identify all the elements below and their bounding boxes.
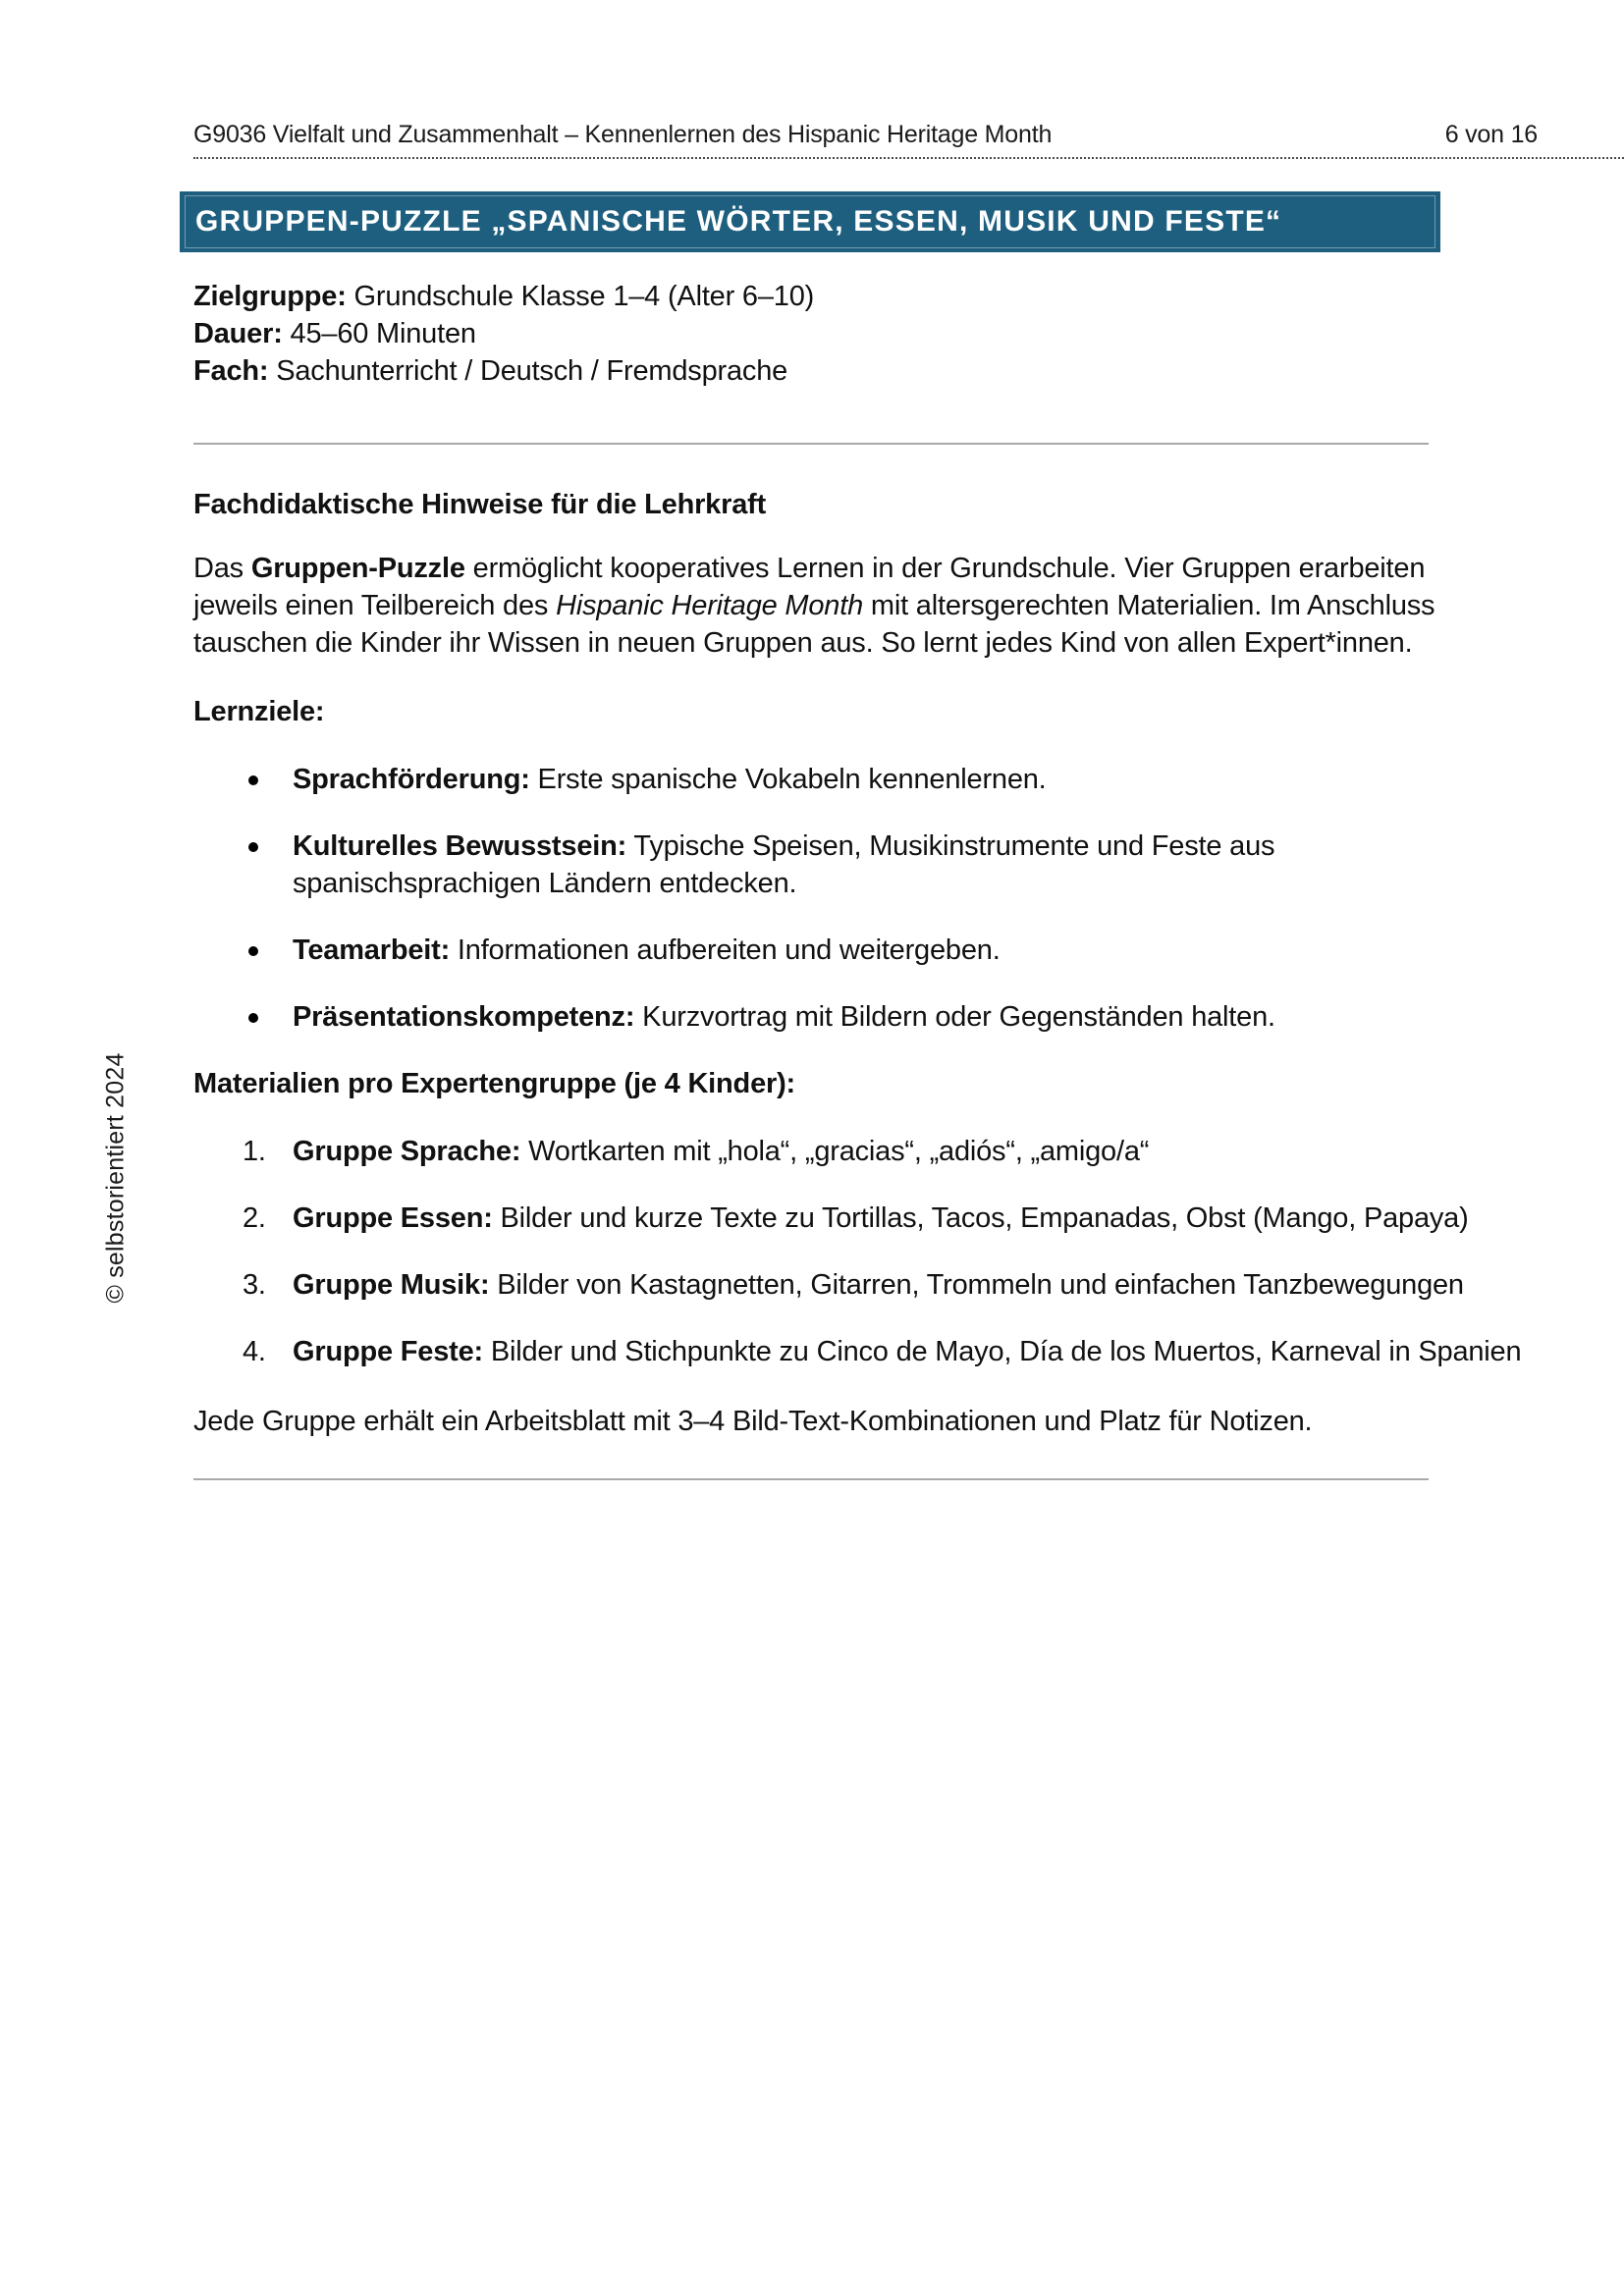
list-item-label: Gruppe Sprache: bbox=[293, 1136, 521, 1167]
text-segment-italic: Hispanic Heritage Month bbox=[556, 590, 864, 621]
list-number: 4. bbox=[243, 1336, 266, 1367]
heading-hinweise: Fachdidaktische Hinweise für die Lehrkraft bbox=[193, 489, 767, 520]
meta-label: Zielgruppe: bbox=[193, 281, 347, 312]
materialien-list bbox=[193, 1133, 1522, 1370]
bullet-icon bbox=[248, 946, 258, 956]
list-item-label: Gruppe Essen: bbox=[293, 1202, 493, 1234]
meta-row-fach bbox=[193, 352, 1440, 390]
list-item-label: Präsentationskompetenz: bbox=[293, 1001, 635, 1033]
heading-materialien: Materialien pro Expertengruppe (je 4 Kinder): bbox=[193, 1068, 795, 1099]
header-title: G9036 Vielfalt und Zusammenhalt – Kennenlernen des Hispanic Heritage Month bbox=[193, 121, 1053, 148]
document-title: GRUPPEN-PUZZLE „SPANISCHE WÖRTER, ESSEN, MUSIK UND FESTE“ bbox=[195, 205, 1282, 238]
list-item-text: Bilder und Stichpunkte zu Cinco de Mayo, Día de los Muertos, Karneval in Spanien bbox=[483, 1336, 1522, 1367]
meta-row-dauer bbox=[193, 315, 1440, 352]
text-segment: mit altersgerechten Materialien. Im Anschluss tauschen die Kinder ihr Wissen in neuen Gruppen aus. So lernt jedes Kind von allen Expert*innen. bbox=[193, 590, 1435, 659]
bullet-icon bbox=[248, 842, 258, 852]
closing-paragraph: Jede Gruppe erhält ein Arbeitsblatt mit 3–4 Bild-Text-Kombinationen und Platz für Notizen. bbox=[193, 1406, 1313, 1437]
list-item-text: Typische Speisen, Musikinstrumente und Feste aus spanischsprachigen Ländern entdecken. bbox=[293, 830, 1275, 899]
list-item-text: Kurzvortrag mit Bildern oder Gegenständen halten. bbox=[634, 1001, 1275, 1033]
list-item-text: Bilder von Kastagnetten, Gitarren, Trommeln und einfachen Tanzbewegungen bbox=[489, 1269, 1464, 1301]
bullet-icon bbox=[248, 775, 258, 785]
meta-value: Sachunterricht / Deutsch / Fremdsprache bbox=[268, 355, 788, 387]
section-divider-top bbox=[193, 443, 1429, 445]
list-number: 1. bbox=[243, 1136, 266, 1167]
meta-row-zielgruppe bbox=[193, 278, 1440, 315]
lernziele-list bbox=[193, 761, 1440, 1036]
text-segment-bold: Gruppen-Puzzle bbox=[250, 553, 465, 584]
list-item-text: Wortkarten mit „hola“, „gracias“, „adiós“, „amigo/a“ bbox=[520, 1136, 1150, 1167]
list-item-label: Gruppe Feste: bbox=[293, 1336, 483, 1367]
meta-value: Grundschule Klasse 1–4 (Alter 6–10) bbox=[346, 281, 815, 312]
meta-value: 45–60 Minuten bbox=[282, 318, 476, 349]
list-item bbox=[193, 1266, 1464, 1304]
list-item bbox=[193, 1333, 1522, 1370]
section-divider-bottom bbox=[193, 1478, 1429, 1480]
bullet-icon bbox=[248, 1013, 258, 1023]
list-number: 2. bbox=[243, 1202, 266, 1234]
list-number: 3. bbox=[243, 1269, 266, 1301]
list-item-label: Kulturelles Bewusstsein: bbox=[293, 830, 627, 862]
list-item-text: Informationen aufbereiten und weitergeben. bbox=[450, 934, 1001, 966]
list-item bbox=[193, 1200, 1469, 1237]
list-item bbox=[193, 932, 1440, 969]
meta-label: Dauer: bbox=[193, 318, 283, 349]
copyright-note: © selbstorientiert 2024 bbox=[101, 1052, 130, 1304]
list-item-label: Sprachförderung: bbox=[293, 764, 530, 795]
title-banner bbox=[180, 191, 1440, 252]
list-item-text: Erste spanische Vokabeln kennenlernen. bbox=[529, 764, 1047, 795]
list-item bbox=[193, 761, 1440, 798]
meta-block bbox=[193, 278, 1440, 390]
list-item bbox=[193, 998, 1440, 1036]
list-item bbox=[193, 1133, 1440, 1170]
list-item-label: Teamarbeit: bbox=[293, 934, 451, 966]
text-segment: Das bbox=[193, 553, 251, 584]
list-item bbox=[193, 828, 1440, 902]
page-number: 6 von 16 bbox=[1444, 121, 1538, 148]
intro-paragraph bbox=[193, 550, 1440, 662]
meta-label: Fach: bbox=[193, 355, 269, 387]
text-segment: ermöglicht kooperatives Lernen in der Grundschule. Vier Gruppen erarbeiten jeweils einen Teilbereich des bbox=[193, 553, 1426, 621]
list-item-label: Gruppe Musik: bbox=[293, 1269, 490, 1301]
heading-lernziele: Lernziele: bbox=[193, 696, 325, 727]
list-item-text: Bilder und kurze Texte zu Tortillas, Tacos, Empanadas, Obst (Mango, Papaya) bbox=[492, 1202, 1469, 1234]
